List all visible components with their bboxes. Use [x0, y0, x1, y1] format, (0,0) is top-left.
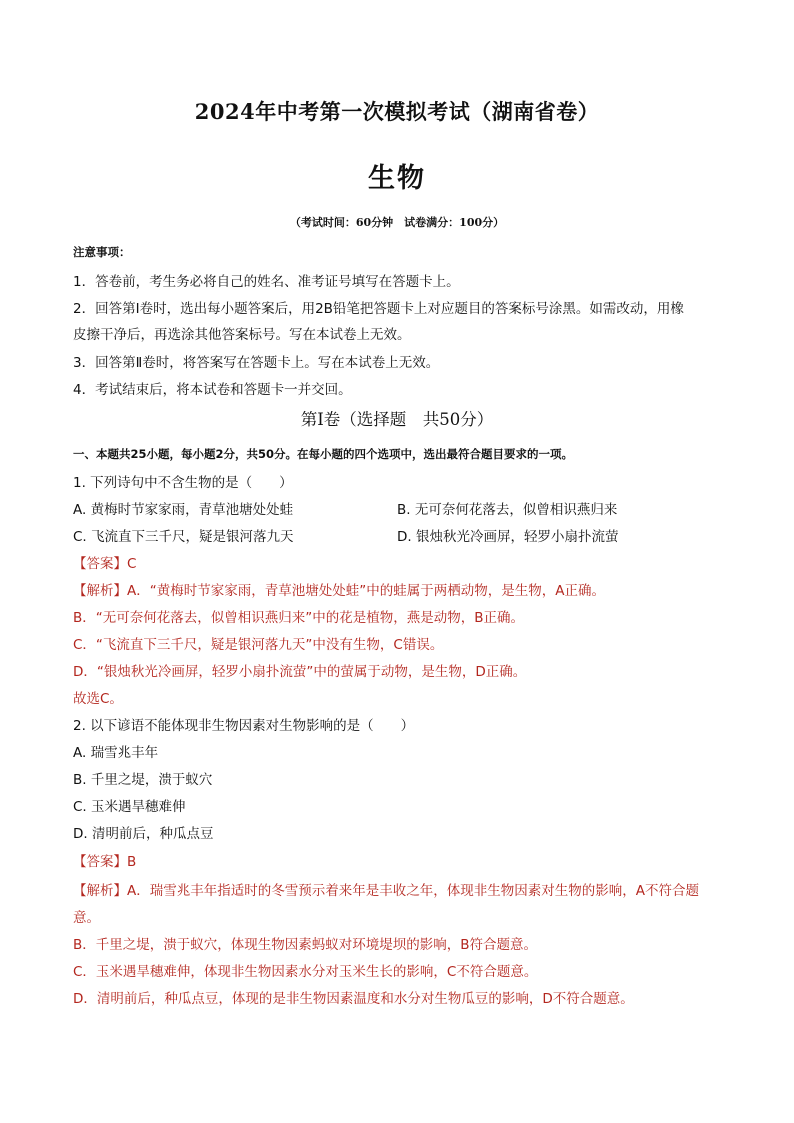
subject-title: 生物 — [368, 163, 426, 194]
q1-option-d: D. 银烛秋光冷画屏，轻罗小扇扑流萤 — [397, 529, 619, 545]
q2-analysis-line: D．清明前后，种瓜点豆，体现的是非生物因素温度和水分对生物瓜豆的影响，D不符合题意。 — [73, 991, 634, 1007]
q2-option-b: B. 千里之堤，溃于蚁穴 — [73, 772, 213, 788]
exam-info: （考试时间：60分钟 试卷满分：100分） — [289, 216, 505, 229]
q1-option-a: A. 黄梅时节家家雨，青草池塘处处蛙 — [73, 502, 294, 518]
question-2-stem: 2. 以下谚语不能体现非生物因素对生物影响的是（ ） — [73, 718, 415, 734]
q1-analysis-line: B．“无可奈何花落去，似曾相识燕归来”中的花是植物，燕是动物，B正确。 — [73, 610, 525, 626]
q2-analysis-line: C．玉米遇旱穗难伸，体现非生物因素水分对玉米生长的影响，C不符合题意。 — [73, 964, 538, 980]
q2-option-c: C. 玉米遇旱穗难伸 — [73, 799, 186, 815]
q2-analysis-line: 意。 — [73, 910, 100, 926]
q1-answer: 【答案】C — [73, 556, 137, 572]
q2-analysis-line: 【解析】A．瑞雪兆丰年指适时的冬雪预示着来年是丰收之年，体现非生物因素对生物的影响，A不符合题 — [73, 883, 699, 899]
q2-option-d: D. 清明前后，种瓜点豆 — [73, 826, 214, 842]
q2-analysis-line: B．千里之堤，溃于蚁穴，体现生物因素蚂蚁对环境堤坝的影响，B符合题意。 — [73, 937, 538, 953]
q1-analysis-line: D．“银烛秋光冷画屏，轻罗小扇扑流萤”中的萤属于动物，是生物，D正确。 — [73, 664, 527, 680]
note-item: 3．回答第Ⅱ卷时，将答案写在答题卡上。写在本试卷上无效。 — [73, 355, 440, 371]
note-item: 2．回答第Ⅰ卷时，选出每小题答案后，用2B铅笔把答题卡上对应题目的答案标号涂黑。如需改动，用橡 — [73, 301, 684, 317]
q2-answer: 【答案】B — [73, 854, 137, 870]
section-instruction: 一、本题共25小题，每小题2分，共50分。在每小题的四个选项中，选出最符合题目要求的一项。 — [73, 447, 574, 461]
q1-conclusion: 故选C。 — [73, 691, 123, 707]
q1-option-c: C. 飞流直下三千尺，疑是银河落九天 — [73, 529, 294, 545]
note-item: 皮擦干净后，再选涂其他答案标号。写在本试卷上无效。 — [73, 327, 411, 343]
q1-analysis-line: C．“飞流直下三千尺，疑是银河落九天”中没有生物，C错误。 — [73, 637, 444, 653]
q1-option-b: B. 无可奈何花落去，似曾相识燕归来 — [397, 502, 618, 518]
section-title: 第Ⅰ卷（选择题 共50分） — [300, 410, 494, 429]
question-1-stem: 1. 下列诗句中不含生物的是（ ） — [73, 475, 293, 491]
exam-title: 2024年中考第一次模拟考试（湖南省卷） — [194, 99, 600, 124]
note-item: 1．答卷前，考生务必将自己的姓名、准考证号填写在答题卡上。 — [73, 274, 460, 290]
q2-option-a: A. 瑞雪兆丰年 — [73, 745, 159, 761]
notes-heading: 注意事项： — [73, 245, 131, 259]
note-item: 4．考试结束后，将本试卷和答题卡一并交回。 — [73, 382, 352, 398]
q1-analysis-line: 【解析】A．“黄梅时节家家雨，青草池塘处处蛙”中的蛙属于两栖动物，是生物，A正确。 — [73, 583, 605, 599]
